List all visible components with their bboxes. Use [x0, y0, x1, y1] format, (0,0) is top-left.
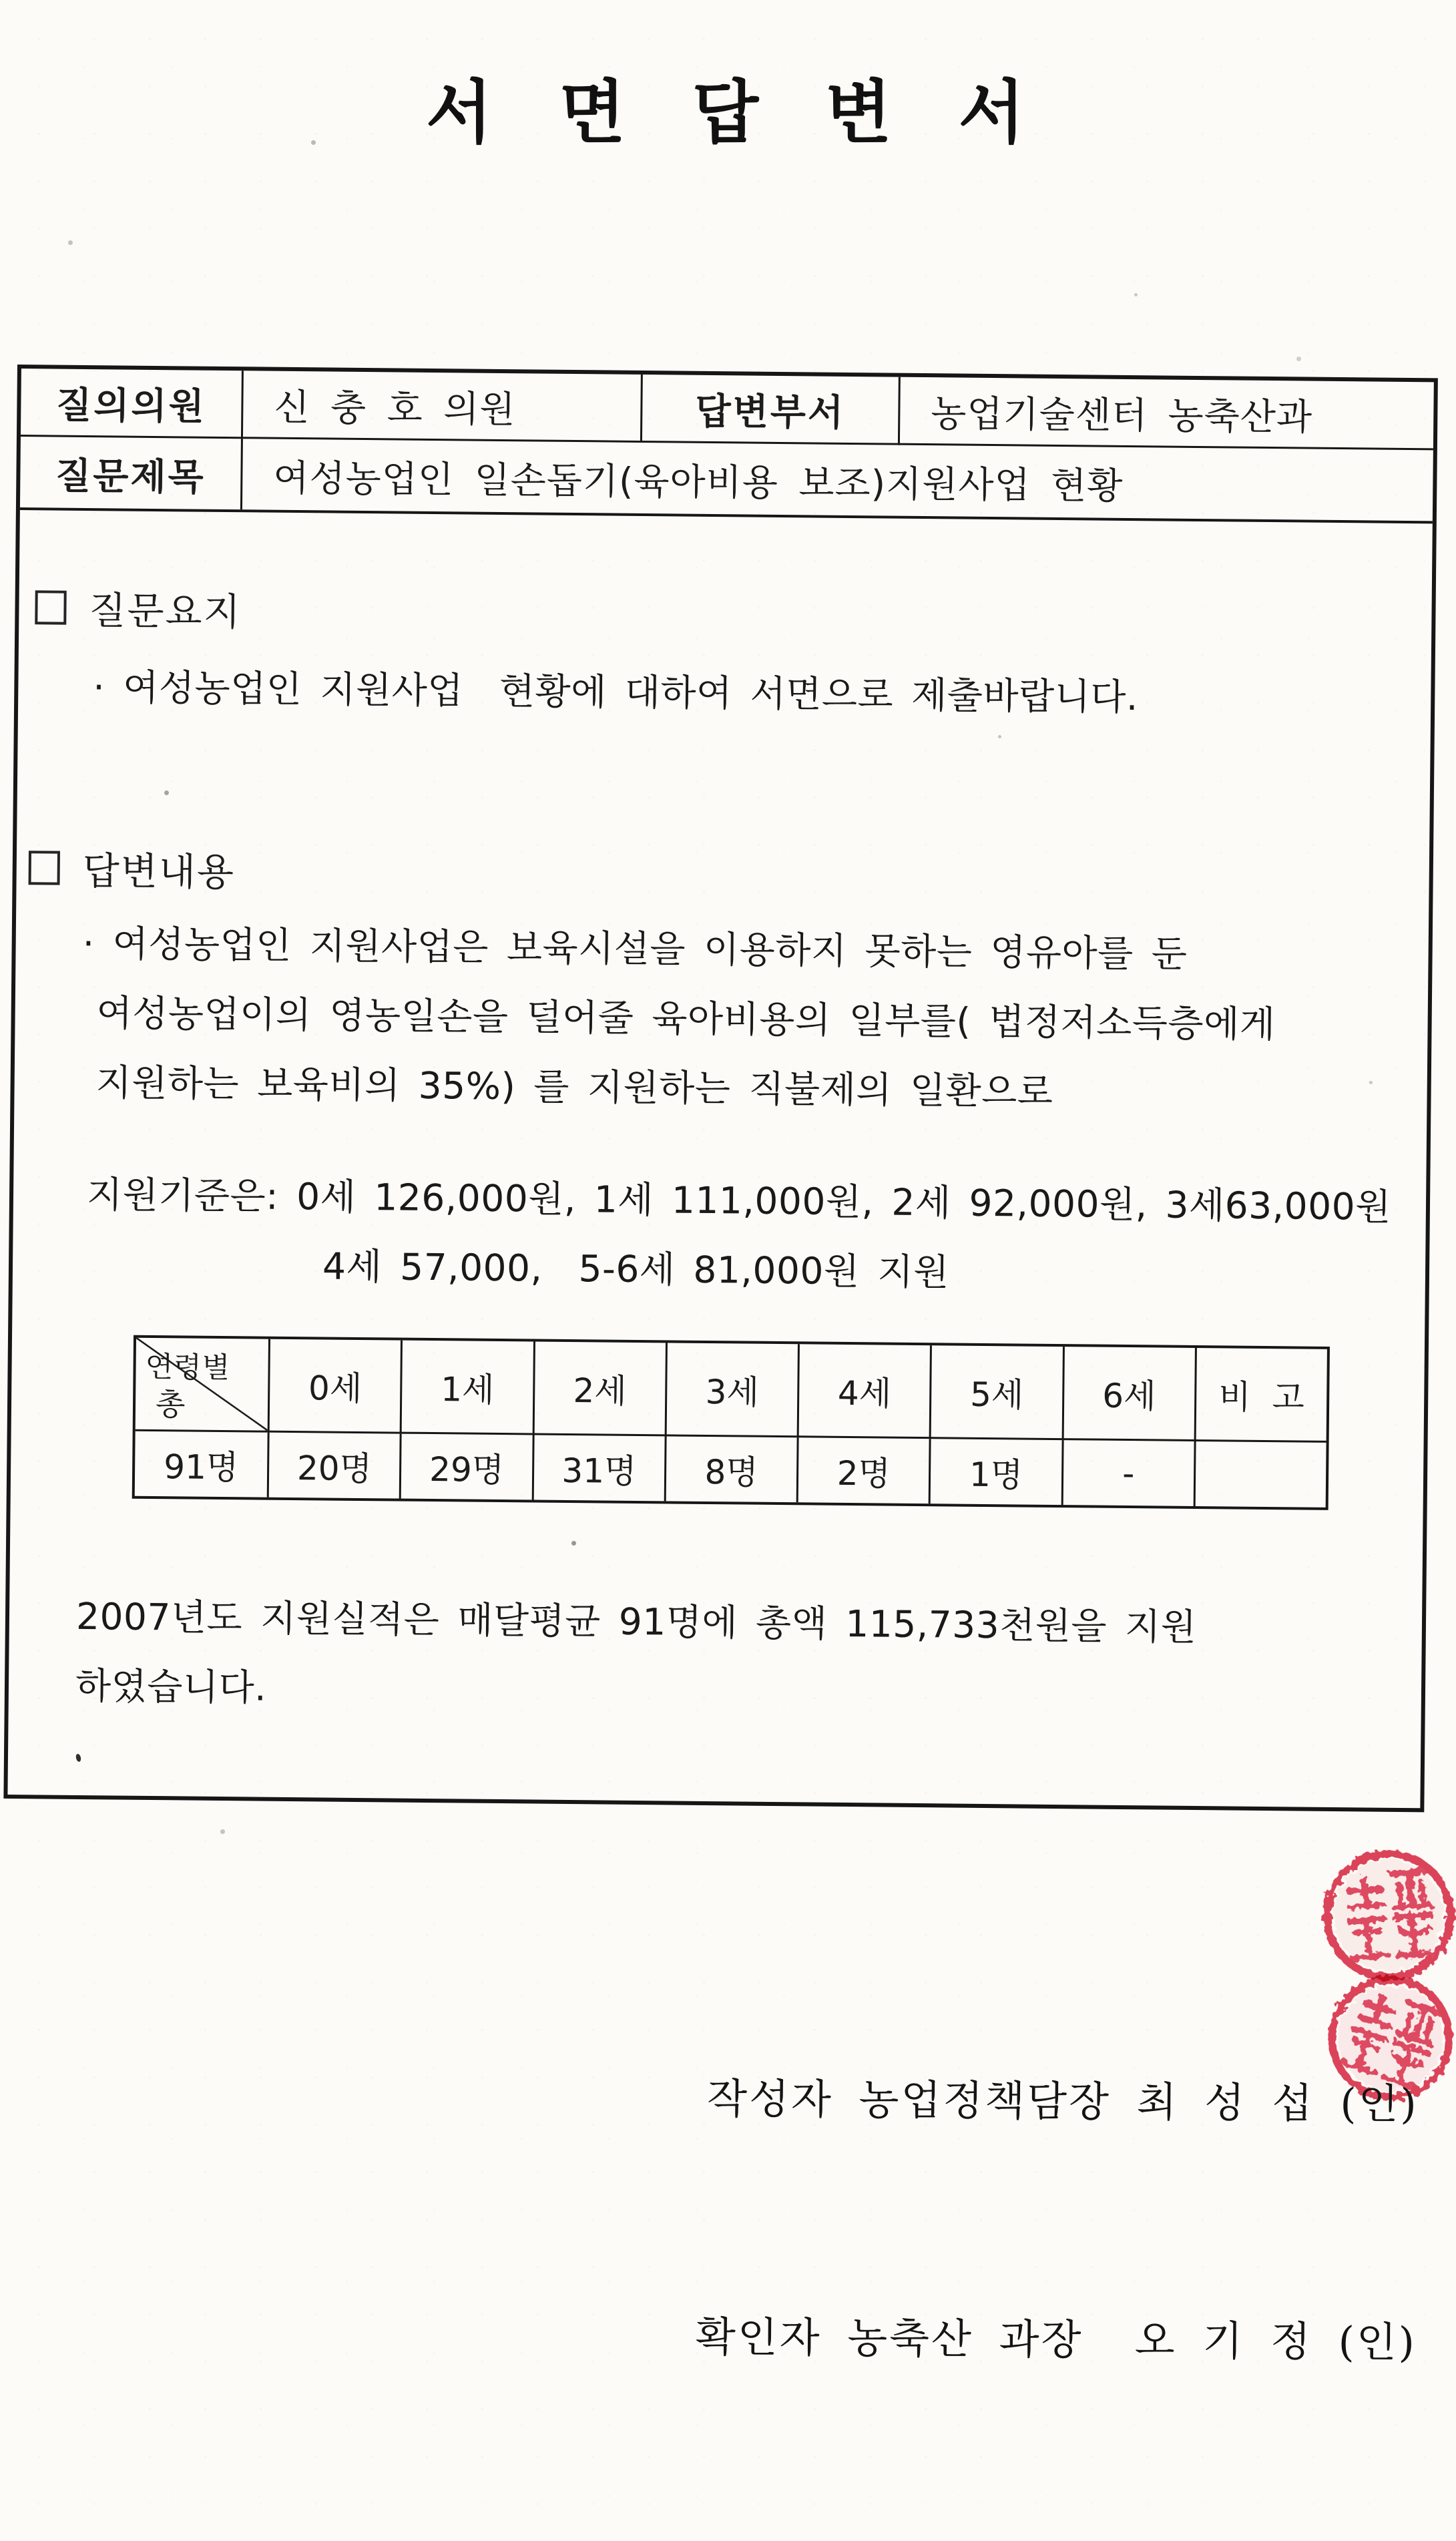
- table-cell: 20명: [267, 1433, 400, 1499]
- scan-speckles: [0, 0, 2, 2]
- table-cell: 8명: [664, 1436, 797, 1502]
- table-header-cell: 3세: [665, 1343, 798, 1437]
- support-result-line: 2007년도 지원실적은 매달평균 91명에 총액 115,733천원을 지원: [75, 1594, 1197, 1649]
- question-section-heading: [35, 580, 242, 636]
- age-table-corner-cell: [136, 1338, 269, 1433]
- signature-block: [694, 1900, 1420, 2541]
- answer-heading-label: 답변내용: [82, 849, 236, 895]
- document-title: 서 면 답 변 서: [426, 73, 1030, 153]
- age-distribution-table: [132, 1335, 1330, 1510]
- department-value-cell: 농업기술센터 농축산과: [898, 377, 1434, 451]
- questioner-label-cell: 질의의원: [21, 369, 242, 439]
- header-table: [20, 369, 1434, 523]
- question-line: · 여성농업인 지원사업 현황에 대하여 서면으로 제출바랍니다.: [93, 666, 1139, 719]
- square-bullet-icon: [29, 851, 60, 885]
- table-header-cell: 2세: [532, 1341, 666, 1436]
- subject-value-cell: 여성농업인 일손돕기(육아비용 보조)지원사업 현황: [240, 439, 1433, 521]
- table-cell-total: 91명: [164, 1447, 239, 1487]
- table-header-cell: 1세: [400, 1341, 533, 1435]
- table-header-cell: 5세: [929, 1345, 1063, 1440]
- support-criteria-line: 지원기준은: 0세 126,000원, 1세 111,000원, 2세 92,000원, 3세63,000원: [86, 1173, 1392, 1228]
- square-bullet-icon: [35, 590, 66, 624]
- corner-label-total: 총: [155, 1386, 186, 1423]
- support-result-line: 하였습니다.: [75, 1664, 267, 1709]
- scan-artifact-dot: [75, 1753, 82, 1762]
- answer-section-heading: [28, 840, 235, 897]
- department-label-cell: 답변부서: [640, 375, 899, 445]
- table-cell: 29명: [399, 1434, 532, 1500]
- table-header-cell: 0세: [268, 1339, 401, 1434]
- table-header-cell: 6세: [1061, 1347, 1195, 1441]
- table-header-cell: 4세: [797, 1344, 931, 1439]
- subject-label-cell: 질문제목: [55, 454, 206, 499]
- support-criteria-line: 4세 57,000, 5-6세 81,000원 지원: [322, 1244, 950, 1294]
- signature-line-writer: 작성자 농업정책담장 최 성 섭 (인): [706, 2074, 1419, 2128]
- corner-label-age: 연령별: [145, 1350, 231, 1385]
- table-cell: 2명: [796, 1437, 929, 1504]
- answer-paragraph-line: 지원하는 보육비의 35%) 를 지원하는 직불제의 일환으로: [95, 1061, 1053, 1113]
- questioner-value-cell: 신 충 호 의원: [241, 371, 641, 443]
- table-cell: -: [1061, 1440, 1194, 1506]
- table-cell-remarks: [1193, 1441, 1326, 1508]
- signature-line-confirmer: 확인자 농축산 과장 오 기 정 (인): [695, 2312, 1417, 2367]
- answer-paragraph-line: · 여성농업인 지원사업은 보육시설을 이용하지 못하는 영유아를 둔: [82, 921, 1188, 975]
- table-cell: 1명: [929, 1439, 1061, 1505]
- answer-paragraph-line: 여성농업이의 영농일손을 덜어줄 육아비용의 일부를( 법정저소득층에게: [96, 991, 1276, 1046]
- table-cell: 31명: [531, 1435, 664, 1501]
- document-body-box: [3, 365, 1438, 1812]
- table-header-cell: 비 고: [1194, 1348, 1327, 1443]
- question-heading-label: 질문요지: [89, 589, 242, 635]
